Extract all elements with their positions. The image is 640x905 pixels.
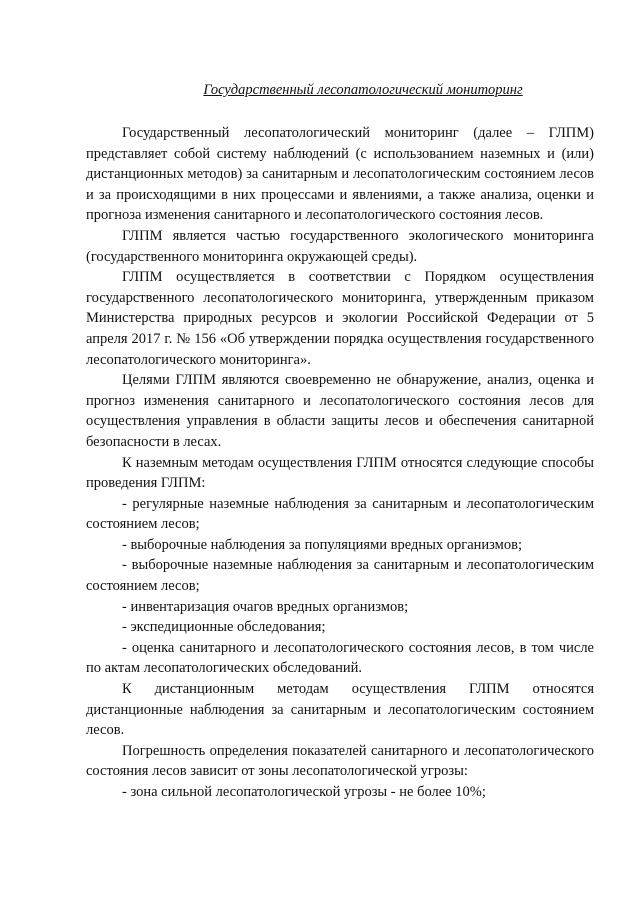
list-item: - выборочные наземные наблюдения за санитарным и лесопатологическим состоянием лесов; xyxy=(86,557,594,595)
paragraph-legal-basis: ГЛПМ осуществляется в соответствии с Порядком осуществления государственного лесопатологического мониторинга, утвержденным приказом Министерства природных ресурсов и экологии Российской Федерации от 5 апреля 2017 г. № 156 «Об утверждении порядка осуществления государственного лесопатологического мониторинга». xyxy=(86,269,594,368)
list-item: - регулярные наземные наблюдения за санитарным и лесопатологическим состоянием лесов; xyxy=(86,495,594,533)
paragraph-remote-methods: К дистанционным методам осуществления ГЛПМ относятся дистанционные наблюдения за санитарным и лесопатологическим состоянием лесов. xyxy=(86,681,594,739)
paragraph-definition: Государственный лесопатологический мониторинг (далее – ГЛПМ) представляет собой систему наблюдений (с использованием наземных и (или) дистанционных методов) за санитарным и лесопатологическим состоянием лесов и за происходящими в них процессами и явлениями, а также анализа, оценки и прогноза изменения санитарного и лесопатологического состояния лесов. xyxy=(86,125,594,224)
list-item: - выборочные наблюдения за популяциями вредных организмов; xyxy=(122,536,522,553)
paragraph-part-of-monitoring: ГЛПМ является частью государственного экологического мониторинга (государственного мониторинга окружающей среды). xyxy=(86,227,594,265)
paragraph-goals: Целями ГЛПМ являются своевременно не обнаружение, анализ, оценка и прогноз изменения санитарного и лесопатологического состояния лесов для осуществления управления в области защиты лесов и обеспечения санитарной безопасности в лесах. xyxy=(86,372,594,450)
list-item: - зона сильной лесопатологической угрозы - не более 10%; xyxy=(122,784,486,800)
document-body xyxy=(86,123,594,803)
page-title: Государственный лесопатологический мониторинг xyxy=(203,82,523,98)
paragraph-accuracy: Погрешность определения показателей санитарного и лесопатологического состояния лесов зависит от зоны лесопатологической угрозы: xyxy=(86,742,594,780)
paragraph-ground-methods: К наземным методам осуществления ГЛПМ относятся следующие способы проведения ГЛПМ: xyxy=(86,454,594,492)
list-item: - экспедиционные обследования; xyxy=(122,619,326,636)
list-item: - оценка санитарного и лесопатологического состояния лесов, в том числе по актам лесопатологических обследований. xyxy=(86,639,594,677)
list-item: - инвентаризация очагов вредных организмов; xyxy=(122,598,409,615)
